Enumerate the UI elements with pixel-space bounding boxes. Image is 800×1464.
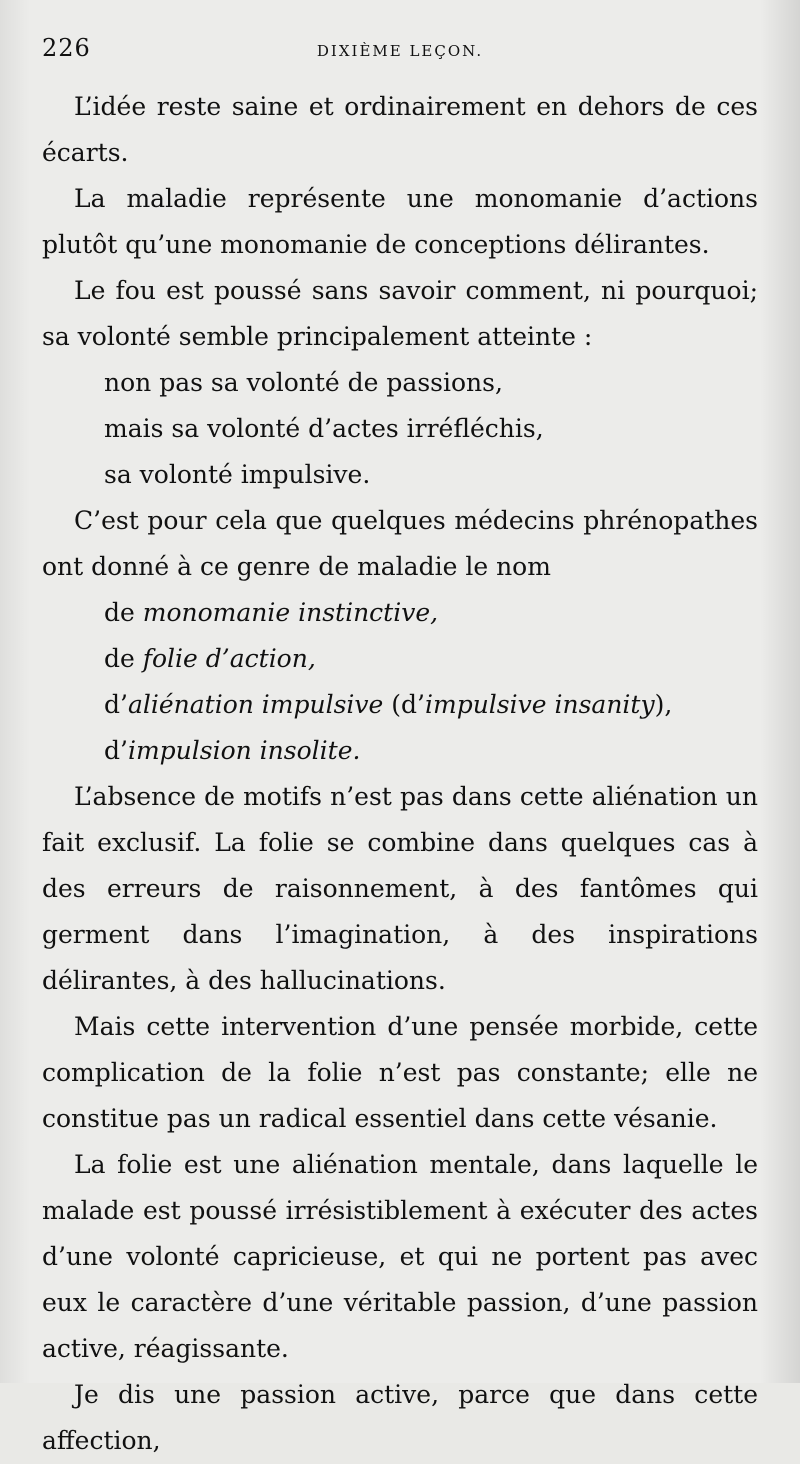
name-line-3 xyxy=(42,682,758,728)
name-end: ), xyxy=(654,690,673,719)
paragraph-4: C’est pour cela que quelques médecins phrénopathes ont donné à ce genre de maladie le nom xyxy=(42,506,758,581)
name-term: folie d’action, xyxy=(142,644,316,673)
paragraph-1: L’idée reste saine et ordinairement en dehors de ces écarts. xyxy=(42,92,758,167)
name-line-1 xyxy=(42,590,758,636)
name-term: impulsion insolite. xyxy=(127,736,361,765)
list-line-2: mais sa volonté d’actes irréfléchis, xyxy=(104,414,544,443)
page-body xyxy=(42,84,758,1464)
page-header xyxy=(42,34,758,64)
paragraph-7: La folie est une aliénation mentale, dans laquelle le malade est poussé irrésistiblement à exécuter des actes d’une volonté capricieuse, et qui ne portent pas avec eux le caractère d’une véritable passion, d’une passion active, réagissante. xyxy=(42,1150,758,1363)
paragraph-6: Mais cette intervention d’une pensée morbide, cette complication de la folie n’est pas constante; elle ne constitue pas un radical essentiel dans cette vésanie. xyxy=(42,1012,758,1133)
name-prefix: d’ xyxy=(104,690,128,719)
name-term: monomanie instinctive, xyxy=(142,598,439,627)
page-number: 226 xyxy=(42,34,91,62)
name-prefix: de xyxy=(104,598,143,627)
name-term: aliénation impulsive xyxy=(127,690,384,719)
name-prefix: d’ xyxy=(104,736,128,765)
paragraph-3: Le fou est poussé sans savoir comment, ni pourquoi; sa volonté semble principalement atteinte : xyxy=(42,276,758,351)
name-prefix: de xyxy=(104,644,143,673)
paragraph-5: L’absence de motifs n’est pas dans cette aliénation un fait exclusif. La folie se combine dans quelques cas à des erreurs de raisonnement, à des fantômes qui germent dans l’imagination, à des inspirations délirantes, à des hallucinations. xyxy=(42,782,758,995)
name-term-english: impulsive insanity xyxy=(425,690,655,719)
list-line-3: sa volonté impulsive. xyxy=(104,460,371,489)
paragraph-2: La maladie représente une monomanie d’actions plutôt qu’une monomanie de conceptions délirantes. xyxy=(42,184,758,259)
name-mid: (d’ xyxy=(383,690,425,719)
name-line-2 xyxy=(42,636,758,682)
name-line-4 xyxy=(42,728,758,774)
paragraph-8: Je dis une passion active, parce que dans cette affection, xyxy=(42,1380,758,1455)
running-title: DIXIÈME LEÇON. xyxy=(316,42,484,60)
list-line-1: non pas sa volonté de passions, xyxy=(104,368,503,397)
